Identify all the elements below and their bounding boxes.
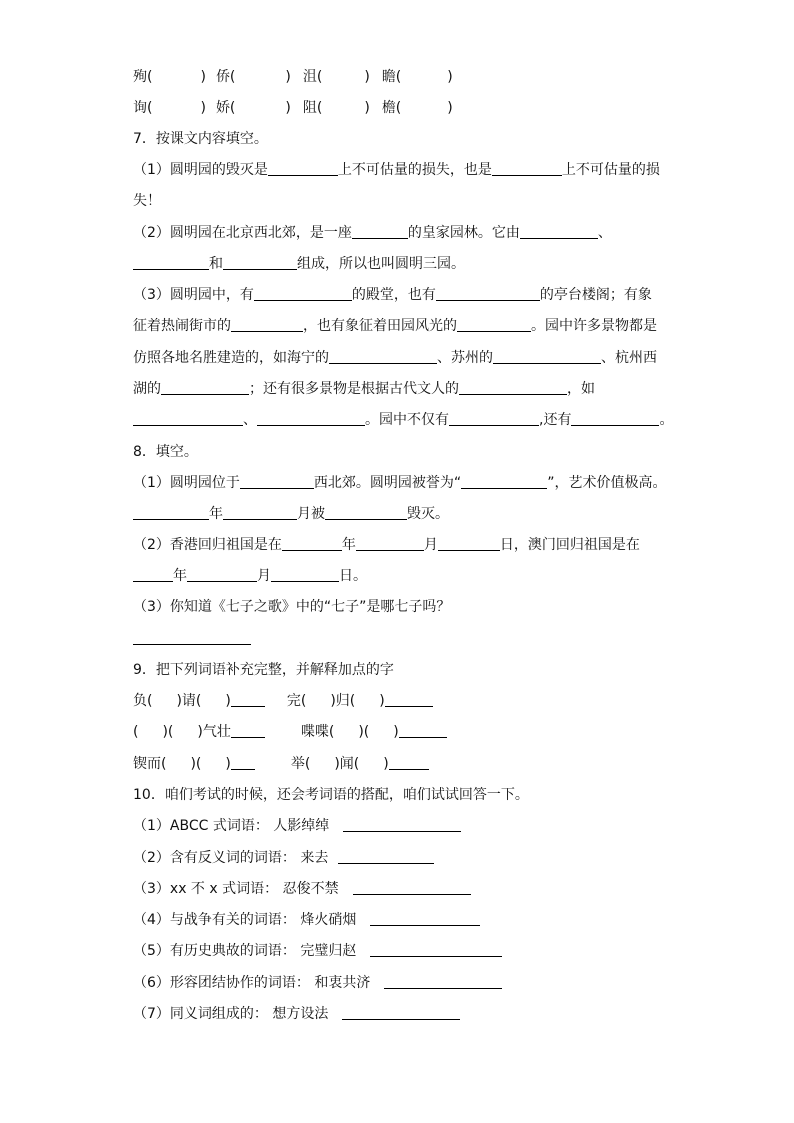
q8-part2-line1: [133, 534, 640, 556]
answer-blank[interactable]: [254, 284, 352, 301]
answer-blank[interactable]: [343, 815, 461, 832]
q7-part1-line2: 失！: [133, 193, 161, 209]
q8-part2-line2: [133, 565, 367, 587]
answer-blank[interactable]: [271, 565, 339, 582]
text: 组成，所以也叫圆明三园。: [297, 256, 465, 272]
text: ”，艺术价值极高。: [547, 475, 667, 491]
answer-blank[interactable]: [520, 222, 598, 239]
answer-blank[interactable]: [133, 565, 173, 582]
answer-blank[interactable]: [436, 284, 540, 301]
answer-blank[interactable]: [449, 409, 539, 426]
paren-close: ): [285, 69, 291, 85]
answer-blank[interactable]: [389, 753, 429, 770]
text: ，如: [567, 381, 595, 397]
paren-close: ): [447, 69, 453, 85]
text: 年: [209, 506, 223, 522]
answer-blank[interactable]: [161, 378, 249, 395]
answer-blank[interactable]: [461, 472, 547, 489]
text: 湖的: [133, 381, 161, 397]
text: （4）与战争有关的词语： 烽火硝烟: [133, 912, 357, 928]
text: ): [225, 756, 231, 772]
q9-row-3: [133, 753, 429, 775]
q7-part1-line1: [133, 159, 660, 181]
answer-blank[interactable]: [231, 690, 265, 707]
q10-item: [133, 847, 434, 869]
text: 的皇家园林。它由: [407, 225, 520, 241]
text: 日。: [339, 568, 367, 584]
text: 西北郊。圆明园被誉为“: [313, 475, 462, 491]
text: 完(: [286, 693, 307, 709]
answer-blank[interactable]: [223, 503, 297, 520]
char-row-1: [133, 66, 453, 88]
answer-blank[interactable]: [370, 940, 502, 957]
answer-blank[interactable]: [240, 472, 314, 489]
question-10-title: 10．咱们考试的时候，还会考词语的搭配，咱们试试回答一下。: [133, 787, 529, 803]
question-9-title: 9．把下列词语补充完整，并解释加点的字: [133, 662, 394, 678]
q10-item: [133, 909, 480, 931]
text: ): [393, 724, 399, 740]
char-label: 侨(: [215, 69, 236, 85]
text: 、: [243, 412, 257, 428]
text: )(: [358, 724, 370, 740]
answer-blank[interactable]: [493, 347, 601, 364]
text: 仿照各地名胜建造的，如海宁的: [133, 350, 329, 366]
q7-part3-line3: [133, 347, 657, 369]
question-8-title: 8．填空。: [133, 444, 198, 460]
text: （1）圆明园的毁灭是: [133, 162, 268, 178]
answer-blank[interactable]: [223, 253, 297, 270]
question-7-title: 7．按课文内容填空。: [133, 131, 268, 147]
text: 月被: [297, 506, 325, 522]
answer-blank[interactable]: [231, 721, 265, 738]
text: ): [225, 693, 231, 709]
paren-close: ): [364, 69, 370, 85]
text: （6）形容团结协作的词语： 和衷共济: [133, 975, 371, 991]
answer-blank[interactable]: [133, 628, 251, 645]
char-label: 殉(: [133, 69, 153, 85]
answer-blank[interactable]: [356, 534, 424, 551]
text: 。园中许多景物都是: [531, 318, 657, 334]
text: 上不可估量的损失，也是: [337, 162, 492, 178]
answer-blank[interactable]: [325, 503, 407, 520]
q7-part3-line2: [133, 315, 657, 337]
answer-blank[interactable]: [438, 534, 500, 551]
text: ，也有象征着田园风光的: [303, 318, 457, 334]
text: 日，澳门回归祖国是在: [499, 537, 640, 553]
text: 征着热闹街市的: [133, 318, 231, 334]
text: （3）xx 不 x 式词语： 忍俊不禁: [133, 881, 339, 897]
answer-blank[interactable]: [353, 878, 471, 895]
text: ): [379, 693, 385, 709]
q7-part3-line1: [133, 284, 652, 306]
q8-part3-answer-line[interactable]: [133, 628, 251, 650]
answer-blank[interactable]: [370, 909, 480, 926]
q7-part2-line1: [133, 222, 612, 244]
answer-blank[interactable]: [399, 721, 447, 738]
text: 负(: [133, 693, 153, 709]
q7-part3-line5: [133, 409, 673, 431]
answer-blank[interactable]: [492, 159, 562, 176]
text: )(: [190, 756, 202, 772]
q10-item: [133, 940, 502, 962]
text: 喋喋(: [300, 724, 335, 740]
q7-part2-line2: [133, 253, 465, 275]
paren-close: ): [447, 100, 453, 116]
q7-part3-line4: [133, 378, 595, 400]
text: 上不可估量的损: [561, 162, 660, 178]
text: ): [383, 756, 389, 772]
text: 。园中不仅有: [365, 412, 449, 428]
answer-blank[interactable]: [385, 690, 433, 707]
text: (: [133, 724, 139, 740]
text: 。: [659, 412, 674, 428]
char-label: 沮(: [302, 69, 323, 85]
answer-blank[interactable]: [329, 347, 437, 364]
char-label: 询(: [133, 100, 153, 116]
text: )请(: [176, 693, 202, 709]
answer-blank[interactable]: [459, 378, 567, 395]
q10-item: [133, 972, 502, 994]
text: （2）圆明园在北京西北郊，是一座: [133, 225, 352, 241]
text: 举(: [290, 756, 311, 772]
char-row-2: [133, 97, 453, 119]
text: ；还有很多景物是根据古代文人的: [249, 381, 459, 397]
text: （7）同义词组成的： 想方设法: [133, 1006, 329, 1022]
text: )闻(: [334, 756, 360, 772]
answer-blank[interactable]: [268, 159, 338, 176]
answer-blank[interactable]: [342, 1003, 460, 1020]
q9-row-2: [133, 721, 447, 743]
text: )归(: [330, 693, 356, 709]
text: 月: [257, 568, 271, 584]
answer-blank[interactable]: [187, 565, 257, 582]
answer-blank[interactable]: [231, 315, 303, 332]
q10-item: [133, 878, 471, 900]
char-label: 娇(: [215, 100, 236, 116]
paren-close: ): [200, 100, 206, 116]
paren-close: ): [285, 100, 291, 116]
text: ,还有: [539, 412, 572, 428]
answer-blank[interactable]: [257, 409, 365, 426]
q10-item: [133, 815, 461, 837]
answer-blank[interactable]: [571, 409, 659, 426]
answer-blank[interactable]: [282, 534, 342, 551]
answer-blank[interactable]: [133, 253, 209, 270]
text: )(: [162, 724, 174, 740]
answer-blank[interactable]: [133, 503, 209, 520]
text: （2）含有反义词的词语： 来去: [133, 850, 329, 866]
text: 、杭州西: [601, 350, 657, 366]
q10-item: [133, 1003, 460, 1025]
text: 年: [341, 537, 356, 553]
text: 、: [597, 225, 612, 241]
text: （3）圆明园中，有: [133, 287, 254, 303]
char-label: 檐(: [381, 100, 402, 116]
answer-blank[interactable]: [457, 315, 531, 332]
answer-blank[interactable]: [352, 222, 408, 239]
text: )气壮: [197, 724, 231, 740]
text: 和: [209, 256, 223, 272]
text: 、苏州的: [437, 350, 493, 366]
text: 锲而(: [133, 756, 167, 772]
text: 的殿堂，也有: [351, 287, 436, 303]
paren-close: ): [364, 100, 370, 116]
text: 月: [423, 537, 438, 553]
char-label: 阻(: [302, 100, 323, 116]
text: 的亭台楼阁；有象: [539, 287, 652, 303]
q8-part3: （3）你知道《七子之歌》中的“七子”是哪七子吗？: [133, 599, 451, 615]
text: （1）圆明园位于: [133, 475, 240, 491]
q8-part1-line1: [133, 472, 666, 494]
char-label: 瞻(: [381, 69, 402, 85]
text: （1）ABCC 式词语： 人影绰绰: [133, 818, 330, 834]
answer-blank[interactable]: [338, 847, 434, 864]
answer-blank[interactable]: [384, 972, 502, 989]
text: 年: [173, 568, 187, 584]
text: （2）香港回归祖国是在: [133, 537, 282, 553]
text: 毁灭。: [407, 506, 449, 522]
answer-blank[interactable]: [231, 753, 255, 770]
q8-part1-line2: [133, 503, 449, 525]
q9-row-1: [133, 690, 433, 712]
paren-close: ): [200, 69, 206, 85]
answer-blank[interactable]: [133, 409, 243, 426]
text: （5）有历史典故的词语： 完璧归赵: [133, 943, 357, 959]
